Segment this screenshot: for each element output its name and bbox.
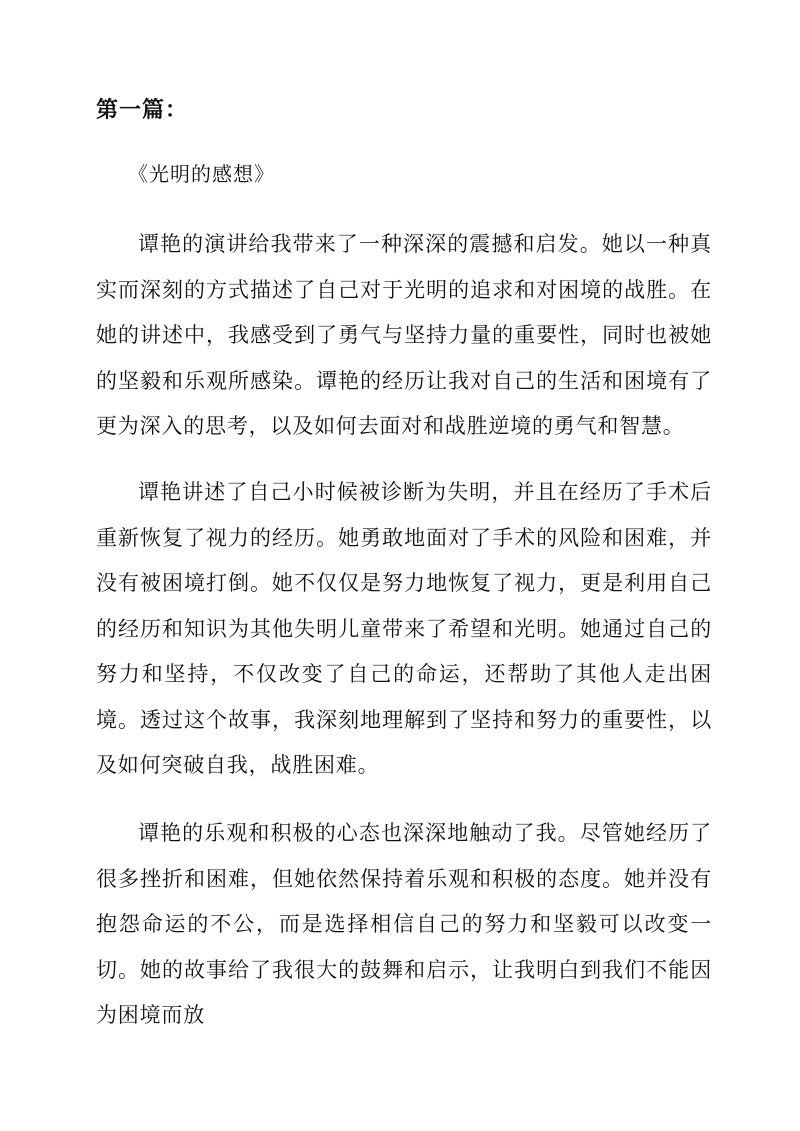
essay-title: 《光明的感想》: [128, 162, 275, 186]
paragraph-1: 谭艳的演讲给我带来了一种深深的震撼和启发。她以一种真实而深刻的方式描述了自己对于光明的追求和对困境的战胜。在她的讲述中，我感受到了勇气与坚持力量的重要性，同时也被她的坚毅和乐观所感染。谭艳的经历让我对自己的生活和困境有了更为深入的思考，以及如何去面对和战胜逆境的勇气和智慧。: [96, 232, 712, 438]
section-heading: 第一篇：: [96, 97, 189, 123]
paragraph-3: 谭艳的乐观和积极的心态也深深地触动了我。尽管她经历了很多挫折和困难，但她依然保持着乐观和积极的态度。她并没有抱怨命运的不公，而是选择相信自己的努力和坚毅可以改变一切。她的故事给了我很大的鼓舞和启示，让我明白到我们不能因为困境而放: [96, 821, 712, 1027]
paragraph-2: 谭艳讲述了自己小时候被诊断为失明，并且在经历了手术后重新恢复了视力的经历。她勇敢地面对了手术的风险和困难，并没有被困境打倒。她不仅仅是努力地恢复了视力，更是利用自己的经历和知识为其他失明儿童带来了希望和光明。她通过自己的努力和坚持，不仅改变了自己的命运，还帮助了其他人走出困境。透过这个故事，我深刻地理解到了坚持和努力的重要性，以及如何突破自我，战胜困难。: [96, 480, 712, 777]
